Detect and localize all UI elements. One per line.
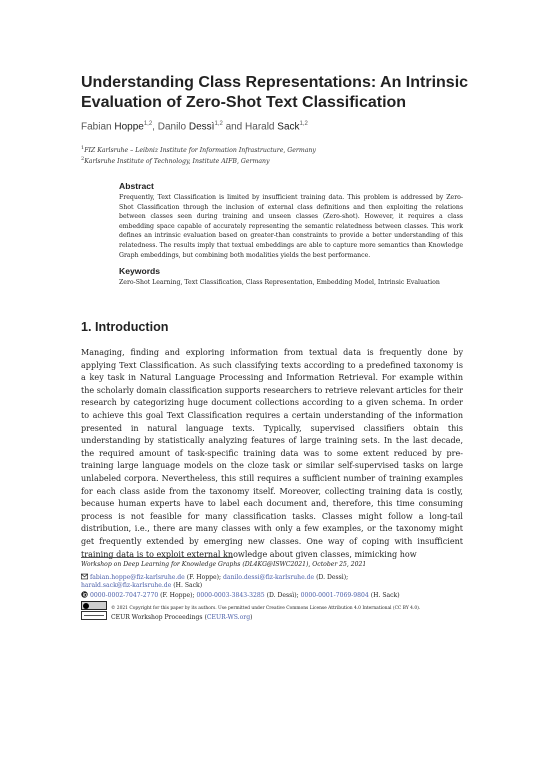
abstract-block bbox=[119, 181, 463, 288]
ceur-close: ) bbox=[250, 614, 253, 621]
email-link[interactable]: harald.sack@fiz-karlsruhe.de bbox=[81, 582, 172, 589]
footnote-emails bbox=[81, 573, 471, 581]
cc-by-badge bbox=[81, 601, 107, 610]
author-list bbox=[81, 121, 308, 132]
footnote-ceur bbox=[81, 611, 471, 621]
author-separator: , bbox=[152, 121, 155, 133]
abstract-text: Frequently, Text Classification is limited by insufficient training data. This problem is addressed by Zero-Shot Classification through the inclusion of external class definitions and then exploiting the relations between classes seen during training and unseen classes (Zero-shot). However, it requires a class embedding space capable of accurately representing the semantic relatedness between classes. This work defines an intrinsic evaluation based on greater-than constraints to provide a better understanding of this relatedness. The results imply that textual embeddings are able to capture more semantics than Knowledge Graph embeddings, but combining both modalities yields the best performance. bbox=[119, 194, 463, 259]
affiliation-1 bbox=[81, 145, 316, 154]
license-text: © 2021 Copyright for this paper by its authors. Use permitted under Creative Commons License Attribution 4.0 International (CC BY 4.0). bbox=[111, 606, 421, 611]
ceur-logo bbox=[81, 611, 107, 620]
email-link[interactable]: danilo.dessi@fiz-karlsruhe.de bbox=[223, 574, 315, 581]
author-separator: and bbox=[225, 121, 243, 133]
section-title: Introduction bbox=[95, 320, 169, 334]
affiliation-number: 2 bbox=[81, 156, 85, 162]
orcid-icon bbox=[81, 591, 88, 598]
affiliation-2 bbox=[81, 156, 270, 165]
author-first-name: Danilo bbox=[157, 121, 187, 133]
footnote-orcids bbox=[81, 591, 471, 599]
ceur-text: CEUR Workshop Proceedings ( bbox=[111, 614, 207, 621]
affiliation-text: FIZ Karlsruhe – Leibniz Institute for Information Infrastructure, Germany bbox=[84, 147, 316, 155]
ceur-link[interactable]: CEUR-WS.org bbox=[206, 614, 251, 621]
author-affiliation-marker: 1,2 bbox=[143, 121, 153, 127]
author-last-name: Sack bbox=[277, 121, 300, 133]
orcid-owner: (F. Hoppe); bbox=[160, 592, 195, 599]
email-owner: (D. Dessì); bbox=[316, 574, 349, 581]
footnote-emails-cont bbox=[81, 582, 471, 589]
email-link[interactable]: fabian.hoppe@fiz-karlsruhe.de bbox=[90, 574, 185, 581]
abstract-heading: Abstract bbox=[119, 181, 154, 191]
section-number: 1. bbox=[81, 320, 92, 334]
author-affiliation-marker: 1,2 bbox=[299, 121, 308, 127]
footnote-divider bbox=[81, 557, 233, 558]
keywords-heading: Keywords bbox=[119, 266, 161, 277]
author-last-name: Hoppe bbox=[114, 121, 144, 133]
author-first-name: Fabian bbox=[81, 121, 112, 133]
orcid-owner: (D. Dessì); bbox=[266, 592, 299, 599]
body-paragraph: Managing, finding and exploring information from textual data is frequently done by applying Text Classification. As such classifying texts according to a predefined taxonomy is a key task in Natural Language Processing and Information Retrieval. For example within the scholarly domain classification supports researchers to retrieve relevant articles for their research by categorizing huge document collections according to a given schema. In order to achieve this goal Text Classification requires a certain understanding of the information presented in natural language texts. Typically, supervised classifiers obtain this understanding by statistically analyzing features of large training sets. In the last decade, the required amount of task-specific training data was to some extent reduced by pre-training large language models on the cloze task or similar self-supervised tasks on large unlabeled corpora. Nevertheless, this still requires a sufficient number of training examples for each class aside from the taxonomy itself. Moreover, collecting training data is costly, because human experts have to label each document and, therefore, this time consuming process is not feasible for many classification tasks. Classes might follow a long-tail distribution, i.e., there are many classes with only a few examples, or the taxonomy might get frequently extended by emerging new classes. One way of coping with insufficient training data is to exploit external knowledge about given classes, mimicking how bbox=[81, 348, 463, 559]
orcid-owner: (H. Sack) bbox=[370, 592, 400, 599]
keywords-text: Zero-Shot Learning, Text Classification, Class Representation, Embedding Model, Intrinsic Evaluation bbox=[119, 279, 440, 287]
orcid-link[interactable]: 0000-0003-3843-3285 bbox=[196, 592, 265, 599]
affiliation-number: 1 bbox=[81, 145, 85, 151]
email-owner: (F. Hoppe); bbox=[186, 574, 222, 581]
section-heading bbox=[81, 320, 168, 334]
author-affiliation-marker: 1,2 bbox=[214, 121, 223, 127]
email-owner: (H. Sack) bbox=[173, 582, 203, 589]
orcid-link[interactable]: 0000-0001-7069-9804 bbox=[300, 592, 369, 599]
orcid-link[interactable]: 0000-0002-7047-2770 bbox=[90, 592, 159, 599]
author-last-name: Dessì bbox=[188, 121, 215, 133]
affiliation-text: Karlsruhe Institute of Technology, Institute AIFB, Germany bbox=[84, 158, 270, 166]
paper-title: Understanding Class Representations: An Intrinsic Evaluation of Zero-Shot Text Classification bbox=[81, 74, 469, 111]
author-first-name: Harald bbox=[245, 121, 275, 133]
footnote-workshop: Workshop on Deep Learning for Knowledge Graphs (DL4KG@ISWC2021), October 25, 2021 bbox=[81, 561, 367, 568]
footnote-license bbox=[81, 601, 471, 611]
email-icon bbox=[81, 573, 88, 580]
